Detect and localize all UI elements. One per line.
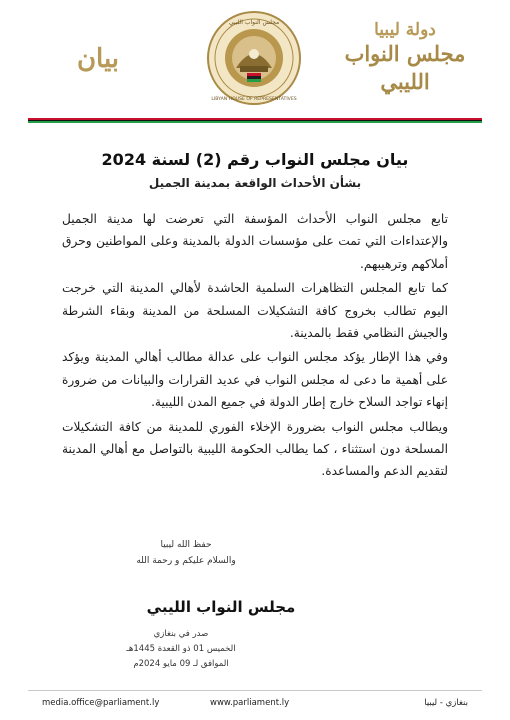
issue-info (62, 627, 300, 672)
state-name: دولة ليبيا (374, 20, 436, 40)
body-paragraph-4: ويطالب مجلس النواب بضرورة الإخلاء الفوري للمدينة من كافة التشكيلات المسلحة دون استثناء ، كما يطالب الحكومة الليبية بالتواصل مع أهالي المدينة لتقديم الدعم والمساعدة. (62, 419, 448, 479)
body-paragraph-2: كما تابع المجلس التظاهرات السلمية الحاشدة لأهالي المدينة التي خرجت اليوم تطالب بخروج كافة التشكيلات المسلحة من المدينة وبقاء الشرطة والجيش النظامي فقط بالمدينة. (62, 281, 448, 341)
seal-english-text: LIBYAN HOUSE OF REPRESENTATIVES (211, 97, 297, 102)
flag-stripe (28, 118, 482, 123)
doc-label: بيان (76, 44, 120, 74)
issue-date-gregorian: الموافق لـ 09 مايو 2024م (133, 659, 229, 669)
footer-divider (28, 690, 482, 691)
parliament-logo-text (330, 20, 480, 96)
statement-body (62, 208, 448, 485)
closing-block (62, 537, 310, 569)
parliament-seal (206, 10, 302, 106)
issue-date-hijri: الخميس 01 ذو القعدة 1445هـ (126, 644, 236, 654)
issue-place: صدر في بنغازي (153, 629, 209, 639)
statement-subtitle: بشأن الأحداث الواقعة بمدينة الجميل (148, 176, 362, 190)
signature: مجلس النواب الليبي (146, 598, 296, 616)
closing-line-2: والسلام عليكم و رحمة الله (136, 556, 236, 566)
body-paragraph-3: وفي هذا الإطار يؤكد مجلس النواب على عدالة مطالب أهالي المدينة ويؤكد على أهمية ما دعى له مجلس النواب في عديد القرارات والبيانات من ضرورة إنهاء تواجد السلاح خارج إطار الدولة في جميع المدن الليبية. (62, 350, 448, 410)
parliament-name: مجلس النواب الليبي (344, 41, 466, 94)
seal-arabic-text: مجلس النواب الليبي (228, 19, 280, 26)
body-paragraph-1: تابع مجلس النواب الأحداث المؤسفة التي تعرضت لها مدينة الجميل والإعتداءات التي تمت على مؤسسات الدولة بالمدينة وعلى المواطنين وحرق أملاكهم وترهيبهم. (62, 212, 448, 271)
statement-title: بيان مجلس النواب رقم (2) لسنة 2024 (101, 150, 409, 169)
footer-email[interactable]: media.office@parliament.ly (42, 698, 160, 708)
footer-location: بنغازي - ليبيا (424, 698, 468, 708)
footer-website[interactable]: www.parliament.ly (210, 698, 290, 708)
closing-line-1: حفظ الله ليبيا (160, 540, 212, 550)
